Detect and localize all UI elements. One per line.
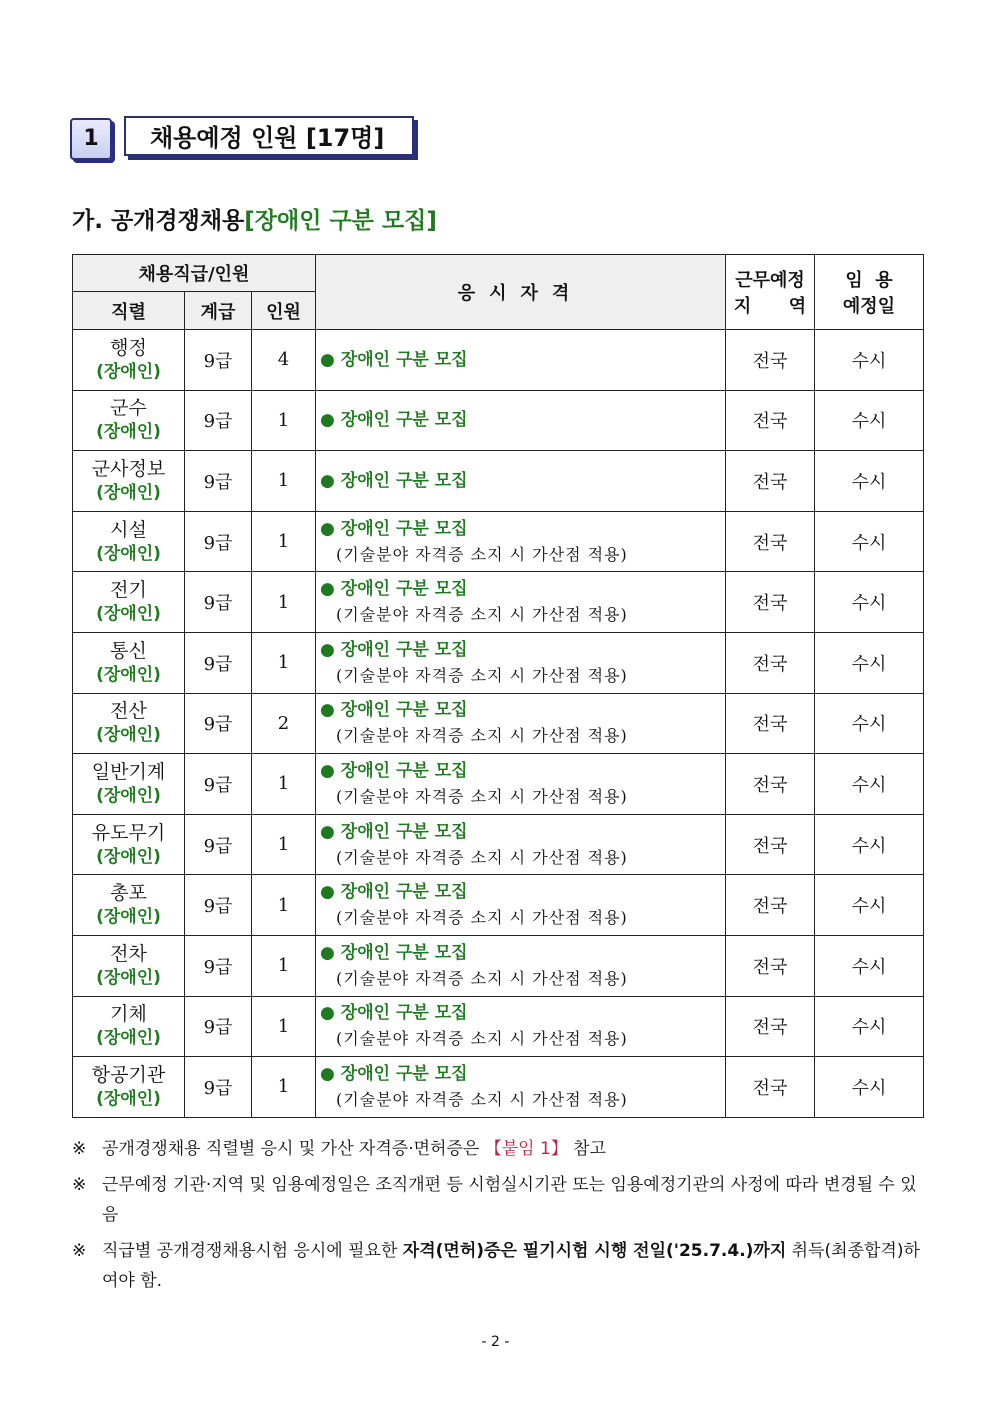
count-cell: 1 (252, 572, 316, 633)
table-row (73, 935, 924, 996)
note-text: 직급별 공개경쟁채용시험 응시에 필요한 (102, 1241, 403, 1261)
job-tag: (장애인) (96, 482, 161, 503)
job-name: 행정 (110, 336, 147, 359)
region-cell: 전국 (726, 996, 815, 1057)
date-cell: 수시 (815, 935, 924, 996)
date-cell: 수시 (815, 875, 924, 936)
qualification-note: (기술분야 자격증 소지 시 가산점 적용) (336, 1089, 628, 1109)
grade-cell: 9급 (185, 875, 252, 936)
job-name: 항공기관 (91, 1063, 166, 1086)
header-qualification: 응시자격 (316, 255, 726, 330)
qualification-note: (기술분야 자격증 소지 시 가산점 적용) (336, 665, 628, 685)
qualification-note: (기술분야 자격증 소지 시 가산점 적용) (336, 786, 628, 806)
qualification-cell (316, 935, 726, 996)
job-name: 시설 (110, 518, 147, 541)
job-cell (73, 451, 185, 512)
section-title: 채용예정 인원 [17명] (124, 116, 414, 156)
job-tag: (장애인) (96, 1088, 161, 1109)
note-highlight: 【붙임 1】 (484, 1139, 568, 1159)
region-cell: 전국 (726, 935, 815, 996)
job-cell (73, 693, 185, 754)
note-mark: ※ (72, 1241, 87, 1261)
job-cell (73, 511, 185, 572)
count-cell: 1 (252, 814, 316, 875)
qualification-main: ● 장애인 구분 모집 (320, 1003, 468, 1024)
job-name: 유도무기 (91, 821, 166, 844)
job-tag: (장애인) (96, 422, 161, 443)
date-cell: 수시 (815, 693, 924, 754)
table-row (73, 996, 924, 1057)
job-tag: (장애인) (96, 664, 161, 685)
qualification-cell (316, 1057, 726, 1118)
qualification-note: (기술분야 자격증 소지 시 가산점 적용) (336, 726, 628, 746)
job-name: 전기 (110, 579, 147, 602)
count-cell: 2 (252, 693, 316, 754)
count-cell: 1 (252, 390, 316, 451)
region-cell: 전국 (726, 451, 815, 512)
grade-cell: 9급 (185, 1057, 252, 1118)
qualification-cell (316, 875, 726, 936)
job-name: 전산 (110, 700, 147, 723)
grade-cell: 9급 (185, 451, 252, 512)
grade-cell: 9급 (185, 511, 252, 572)
header-job: 직렬 (73, 292, 185, 330)
job-tag: (장애인) (96, 725, 161, 746)
header-date-line2: 예정일 (842, 296, 896, 317)
job-cell (73, 572, 185, 633)
table-row (73, 632, 924, 693)
date-cell: 수시 (815, 390, 924, 451)
job-name: 일반기계 (91, 760, 166, 783)
job-name: 전차 (110, 942, 147, 965)
grade-cell: 9급 (185, 572, 252, 633)
note-text: 근무예정 기관·지역 및 임용예정일은 조직개편 등 시험실시기관 또는 임용예정기관의 사정에 따라 변경될 수 있음 (102, 1175, 917, 1225)
count-cell: 1 (252, 511, 316, 572)
date-cell: 수시 (815, 814, 924, 875)
table-row (73, 693, 924, 754)
header-date-line1: 임 용 (845, 270, 893, 291)
qualification-main: ● 장애인 구분 모집 (320, 518, 468, 539)
qualification-main: ● 장애인 구분 모집 (320, 942, 468, 963)
table-row (73, 875, 924, 936)
date-cell: 수시 (815, 330, 924, 391)
qualification-note: (기술분야 자격증 소지 시 가산점 적용) (336, 544, 628, 564)
table-row (73, 754, 924, 815)
job-name: 군사정보 (91, 457, 166, 480)
header-date (815, 255, 924, 330)
header-region-line1: 근무예정 (735, 270, 805, 291)
qualification-main: ● 장애인 구분 모집 (320, 410, 468, 431)
job-cell (73, 935, 185, 996)
qualification-main: ● 장애인 구분 모집 (320, 470, 468, 491)
subsection-title (72, 202, 437, 235)
qualification-main: ● 장애인 구분 모집 (320, 700, 468, 721)
region-cell: 전국 (726, 632, 815, 693)
table-row (73, 1057, 924, 1118)
date-cell: 수시 (815, 572, 924, 633)
qualification-cell (316, 451, 726, 512)
subsection-prefix: 가. 공개경쟁채용 (72, 208, 245, 234)
qualification-main: ● 장애인 구분 모집 (320, 882, 468, 903)
subsection-highlight: [장애인 구분 모집] (244, 208, 437, 234)
note-2 (72, 1170, 923, 1230)
table-row (73, 390, 924, 451)
date-cell: 수시 (815, 511, 924, 572)
qualification-cell (316, 572, 726, 633)
qualification-cell (316, 330, 726, 391)
job-cell (73, 1057, 185, 1118)
qualification-cell (316, 814, 726, 875)
job-cell (73, 754, 185, 815)
qualification-note: (기술분야 자격증 소지 시 가산점 적용) (336, 968, 628, 988)
date-cell: 수시 (815, 996, 924, 1057)
job-tag: (장애인) (96, 604, 161, 625)
count-cell: 1 (252, 996, 316, 1057)
date-cell: 수시 (815, 451, 924, 512)
count-cell: 1 (252, 1057, 316, 1118)
job-tag: (장애인) (96, 967, 161, 988)
job-tag: (장애인) (96, 543, 161, 564)
note-text: 참고 (567, 1139, 607, 1159)
qualification-cell (316, 996, 726, 1057)
grade-cell: 9급 (185, 754, 252, 815)
region-cell: 전국 (726, 693, 815, 754)
note-mark: ※ (72, 1139, 87, 1159)
note-mark: ※ (72, 1175, 87, 1195)
region-cell: 전국 (726, 1057, 815, 1118)
note-text: 공개경쟁채용 직렬별 응시 및 가산 자격증·면허증은 (102, 1139, 485, 1159)
note-1 (72, 1134, 923, 1164)
job-tag: (장애인) (96, 846, 161, 867)
table-row (73, 330, 924, 391)
qualification-main: ● 장애인 구분 모집 (320, 349, 468, 370)
section-number: 1 (70, 118, 112, 160)
qualification-cell (316, 511, 726, 572)
qualification-main: ● 장애인 구분 모집 (320, 1063, 468, 1084)
grade-cell: 9급 (185, 935, 252, 996)
table-row (73, 511, 924, 572)
table-row (73, 814, 924, 875)
count-cell: 1 (252, 754, 316, 815)
count-cell: 1 (252, 875, 316, 936)
table-row (73, 572, 924, 633)
qualification-note: (기술분야 자격증 소지 시 가산점 적용) (336, 605, 628, 625)
job-cell (73, 632, 185, 693)
job-name: 총포 (110, 882, 147, 905)
count-cell: 1 (252, 451, 316, 512)
region-cell: 전국 (726, 754, 815, 815)
count-cell: 1 (252, 632, 316, 693)
page-number: - 2 - (481, 1334, 510, 1350)
header-region-line2: 지 역 (733, 296, 807, 317)
header-grade-group: 채용직급/인원 (73, 255, 316, 292)
table-row (73, 451, 924, 512)
qualification-main: ● 장애인 구분 모집 (320, 579, 468, 600)
job-tag: (장애인) (96, 361, 161, 382)
job-name: 군수 (110, 397, 147, 420)
qualification-main: ● 장애인 구분 모집 (320, 639, 468, 660)
region-cell: 전국 (726, 390, 815, 451)
job-tag: (장애인) (96, 1028, 161, 1049)
qualification-note: (기술분야 자격증 소지 시 가산점 적용) (336, 847, 628, 867)
date-cell: 수시 (815, 632, 924, 693)
job-cell (73, 875, 185, 936)
job-name: 통신 (110, 639, 147, 662)
grade-cell: 9급 (185, 330, 252, 391)
date-cell: 수시 (815, 754, 924, 815)
qualification-cell (316, 632, 726, 693)
header-region (726, 255, 815, 330)
region-cell: 전국 (726, 330, 815, 391)
note-3 (72, 1236, 923, 1296)
date-cell: 수시 (815, 1057, 924, 1118)
job-tag: (장애인) (96, 907, 161, 928)
job-cell (73, 390, 185, 451)
grade-cell: 9급 (185, 814, 252, 875)
note-text: 취득(최종합격)하여야 함. (102, 1241, 920, 1291)
region-cell: 전국 (726, 814, 815, 875)
note-bold: 자격(면허)증은 필기시험 시행 전일('25.7.4.)까지 (402, 1241, 787, 1261)
qualification-note: (기술분야 자격증 소지 시 가산점 적용) (336, 1029, 628, 1049)
qualification-cell (316, 390, 726, 451)
count-cell: 4 (252, 330, 316, 391)
job-cell (73, 996, 185, 1057)
recruitment-table (72, 254, 924, 1118)
region-cell: 전국 (726, 511, 815, 572)
job-cell (73, 330, 185, 391)
grade-cell: 9급 (185, 996, 252, 1057)
grade-cell: 9급 (185, 632, 252, 693)
job-name: 기체 (110, 1003, 147, 1026)
qualification-main: ● 장애인 구분 모집 (320, 821, 468, 842)
count-cell: 1 (252, 935, 316, 996)
job-cell (73, 814, 185, 875)
qualification-main: ● 장애인 구분 모집 (320, 760, 468, 781)
job-tag: (장애인) (96, 785, 161, 806)
region-cell: 전국 (726, 875, 815, 936)
grade-cell: 9급 (185, 693, 252, 754)
region-cell: 전국 (726, 572, 815, 633)
qualification-cell (316, 754, 726, 815)
header-count: 인원 (252, 292, 316, 330)
grade-cell: 9급 (185, 390, 252, 451)
qualification-note: (기술분야 자격증 소지 시 가산점 적용) (336, 908, 628, 928)
qualification-cell (316, 693, 726, 754)
header-grade: 계급 (185, 292, 252, 330)
notes (72, 1134, 923, 1302)
